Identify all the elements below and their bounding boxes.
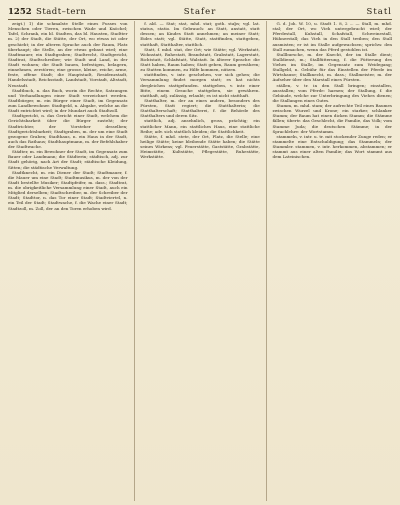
paragraph: Stadtbuch, n. das Buch, worin die Rechte, Satzungen und Verhandlungen einer Stadt verzeichnet werden. Stadtbürger, m. ein Bürger einer Stadt, im Gegensatz zum Landbewohner. Stadtgeld, n. Abgabe, welche an die Stadt entrichtet wird; in der Mundart auch Stadtzoll. xyxy=(8,87,128,114)
paragraph: G. d. Joh. W. 10, u. Stadt 1. 8, 2 ... — Stall, m. mhd. stal; der Ort, wo Vieh untergebracht wird; der Pferdestall, Kuhstall, Schafstall, Schweinestall, Hühnerstall; das Vieh in den Stall treiben; den Stall ausmisten; er ist im Stalle aufgewachsen; sprichw. den Stall zumachen, wenn das Pferd gestohlen ist. xyxy=(272,21,393,52)
page-header xyxy=(8,5,392,20)
right-running-head: Statl xyxy=(366,7,392,17)
paragraph: stammeln, v. intr. u. tr. mit stockender Zunge reden; er stammelte eine Entschuldigung; das Stammeln; der Stammler. stammen, v. intr. herkommen, abstammen; er stammt aus einer alten Familie; das Wort stammt aus dem Lateinischen. xyxy=(272,133,393,160)
left-running-head: Stadt–tern xyxy=(36,7,87,17)
column-2 xyxy=(140,21,260,501)
paragraph: Stadtgericht, n. das Gericht einer Stadt, welchem die Gerichtsbarkeit über die Bürger zusteht; der Stadtrichter, der Vorsteher desselben; Stadtgerichtsbarkeit; Stadtgraben, m. der um eine Stadt gezogene Graben; Stadthaus, n. ein Haus in der Stadt, auch das Rathaus; Stadthauptmann, m. der Befehlshaber der Stadtwache. xyxy=(8,113,128,149)
text-columns xyxy=(8,21,392,501)
center-running-head: Stafer xyxy=(183,7,217,17)
paragraph: Stallbursche, m. der Knecht, der im Stalle dient; Stalldienst, m.; Stallfütterung, f. die Fütterung des Viehes im Stalle, im Gegensatz zum Weidegang; Stallgeld, n. Gebühr für das Einstellen der Pferde im Wirtshause; Stallknecht, m. dass.; Stallmeister, m. der Aufseher über den Marstall eines Fürsten. xyxy=(272,51,393,83)
paragraph: Stadtknecht, m. ein Diener der Stadt; Stadtmauer, f. die Mauer um eine Stadt; Stadtmusikus, m. der von der Stadt bestellte Musiker; Stadtpfeifer, m. dass.; Stadtrat, m. die obrigkeitliche Versammlung einer Stadt, auch ein Mitglied derselben; Stadtschreiber, m. der Schreiber der Stadt; Stadttor, n. das Tor einer Stadt; Stadtviertel, n. ein Teil der Stadt; Stadtwache, f. die Wache einer Stadt; Stadtzoll, m. Zoll, der an den Toren erhoben wird. xyxy=(8,169,128,211)
paragraph: Statt, f. mhd. stat, der Ort; wie Stätte; vgl. Werkstatt, Wohnstatt, Ruhestatt, Brandstatt, Grabstatt, Lagerstatt, Richtstatt, Schlafstatt, Walstatt. In älterer Sprache: die Statt haben, Raum haben; Statt geben, Raum gewähren; zu Statten kommen, zu Hilfe kommen, nützen. xyxy=(140,46,260,73)
column-3 xyxy=(272,21,392,501)
paragraph: Statthalter, m. der an eines andern, besonders des Fürsten, Statt regiert; die Statthalterin; die Statthalterschaft; Statthalterei, f. die Behörde des Statthalters und deren Sitz. xyxy=(140,97,260,119)
paragraph: stattlich, adj. ansehnlich, gross, prächtig; ein stattlicher Mann, ein stattliches Haus, eine stattliche Reihe; adv. sich stattlich kleiden; die Stattlichkeit. xyxy=(140,118,260,134)
paragraph: ställen, v. tr. in den Stall bringen; einstallen, ausstallen; vom Pferde: harnen; der Stallung, f. die Gebäude, welche zur Unterbringung des Viehes dienen; die Stallungen eines Gutes. xyxy=(272,82,393,103)
column-divider xyxy=(266,21,267,501)
paragraph: zeigt.) 1) die schmalste Stelle eines Fusses von Menschen oder Tieren, zwischen Wade und Knöchel; Tafel, Schrank, ein bl. Stadten, das bl. Hausten, Stadtter m. 2) der Stadt, die Stätte, der Ort, wo etwas ist oder geschieht; in der alteren Sprache auch der Raum, Platz überhaupt; die Stelle, an der etwas gebaut wird; eine Stadtmauer, ein Stadtgraben; Stadtrecht, Stadtgericht, Stadtrat, Stadtschreiber; wie Stadt und Land, in der Stadt wohnen; die Stadt bauen, befestigen, belagern, einnehmen, zerstören; eine grosse, kleine, reiche, arme, feste, offene Stadt; die Hauptstadt, Residenzstadt, Handelsstadt, Reichsstadt, Landstadt, Vorstadt, Altstadt, Neustadt. xyxy=(8,21,128,88)
paragraph: Stätte, f. mhd. stete, der Ort, Platz, die Stelle; eine heilige Stätte; keine bleibende Stätte haben; die Stätte seines Wirkens; vgl. Feuerstätte, Gaststätte, Grabstätte, Heimstätte, Kultstätte, Pflegestätte, Ruhestätte, Werkstätte. xyxy=(140,133,260,160)
paragraph: stattfinden, v. intr. geschehen, vor sich gehen; die Versammlung findet morgen statt; es hat nichts dergleichen stattgefunden. stattgeben, v. intr. einer Bitte, einem Gesuche stattgeben, sie gewähren. statthaft, adj. zulässig, erlaubt; es ist nicht statthaft. xyxy=(140,72,260,98)
page-number: 1252 xyxy=(8,7,32,17)
paragraph: Stamm, m. mhd. stam; der aufrechte Teil eines Baumes zwischen Wurzel und Krone; ein starker, schlanker Stamm; der Baum hat einen dicken Stamm; die Stämme fällen; übertr. das Geschlecht, die Familie, das Volk; vom Stamme Juda; die deutschen Stämme; in der Sprachlehre: der Wortstamm. xyxy=(272,103,393,134)
column-1 xyxy=(8,21,128,501)
paragraph: f. ald. — Stat; stat, mhd. stat; goth. staþs; vgl. lat. status, statio. Im Gebrauch: an Statt, anstatt, statt dessen; an Kindes Statt annehmen; an meiner Statt; Eides statt; vgl. Stätte, Statt, stattfinden, stattgeben, statthaft, Statthalter, stattlich. xyxy=(140,21,260,47)
paragraph: Städter, m. ein Bewohner der Stadt, im Gegensatz zum Bauer oder Landmann; die Städterin; städtisch, adj. zur Stadt gehörig, nach Art der Stadt; städtische Kleidung, Sitten; die städtische Verwaltung. xyxy=(8,149,128,170)
column-divider xyxy=(134,21,135,501)
